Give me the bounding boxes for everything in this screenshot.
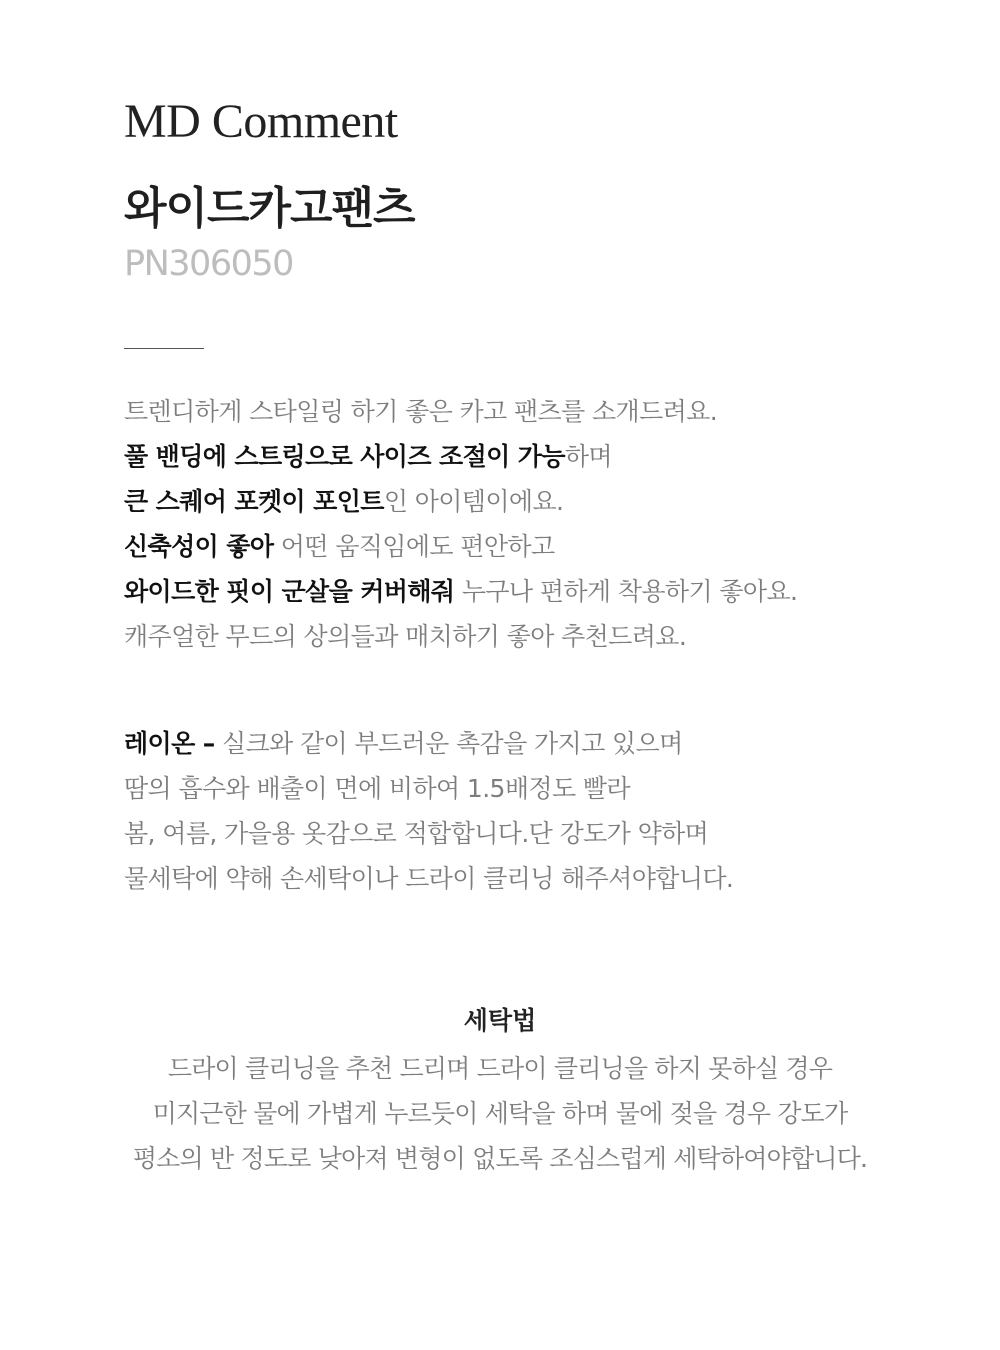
product-code: PN306050 <box>124 244 293 284</box>
description-highlight: 풀 밴딩에 스트링으로 사이즈 조절이 가능 <box>124 442 565 471</box>
care-title: 세탁법 <box>463 1006 537 1035</box>
description-text: 트렌디하게 스타일링 하기 좋은 카고 팬츠를 소개드려요. <box>124 397 718 426</box>
description-highlight: 와이드한 핏이 군살을 커버해줘 <box>124 577 455 606</box>
care-line: 드라이 클리닝을 추천 드리며 드라이 클리닝을 하지 못하실 경우 <box>167 1054 833 1083</box>
description-line <box>124 389 964 434</box>
description-block <box>124 389 964 659</box>
product-name: 와이드카고팬츠 <box>124 183 415 234</box>
fabric-line <box>124 766 964 811</box>
description-line <box>124 569 964 614</box>
fabric-text: 물세탁에 약해 손세탁이나 드라이 클리닝 해주셔야합니다. <box>124 864 734 893</box>
description-highlight: 큰 스퀘어 포켓이 포인트 <box>124 487 384 516</box>
description-text: 인 아이템이에요. <box>383 487 564 516</box>
description-text: 누구나 편하게 착용하기 좋아요. <box>454 577 798 606</box>
description-text: 캐주얼한 무드의 상의들과 매치하기 좋아 추천드려요. <box>124 622 687 651</box>
care-line: 평소의 반 정도로 낮아져 변형이 없도록 조심스럽게 세탁하여야합니다. <box>132 1144 868 1173</box>
divider <box>124 348 204 349</box>
fabric-text: 봄, 여름, 가을용 옷감으로 적합합니다.단 강도가 약하며 <box>124 819 709 848</box>
description-line <box>124 479 964 524</box>
fabric-text: 땀의 흡수와 배출이 면에 비하여 1.5배정도 빨라 <box>124 774 630 803</box>
care-line: 미지근한 물에 가볍게 누르듯이 세탁을 하며 물에 젖을 경우 강도가 <box>152 1099 848 1128</box>
fabric-line <box>124 856 964 901</box>
fabric-block <box>124 721 964 901</box>
section-title: MD Comment <box>124 95 398 148</box>
description-line <box>124 614 964 659</box>
fabric-name: 레이온 – <box>124 729 215 758</box>
description-text: 어떤 움직임에도 편안하고 <box>273 532 555 561</box>
fabric-line <box>124 811 964 856</box>
description-text: 하며 <box>564 442 612 471</box>
fabric-text: 실크와 같이 부드러운 촉감을 가지고 있으며 <box>214 729 683 758</box>
fabric-line <box>124 721 964 766</box>
description-line <box>124 524 964 569</box>
care-instructions <box>0 1000 1000 1181</box>
description-line <box>124 434 964 479</box>
description-highlight: 신축성이 좋아 <box>124 532 274 561</box>
